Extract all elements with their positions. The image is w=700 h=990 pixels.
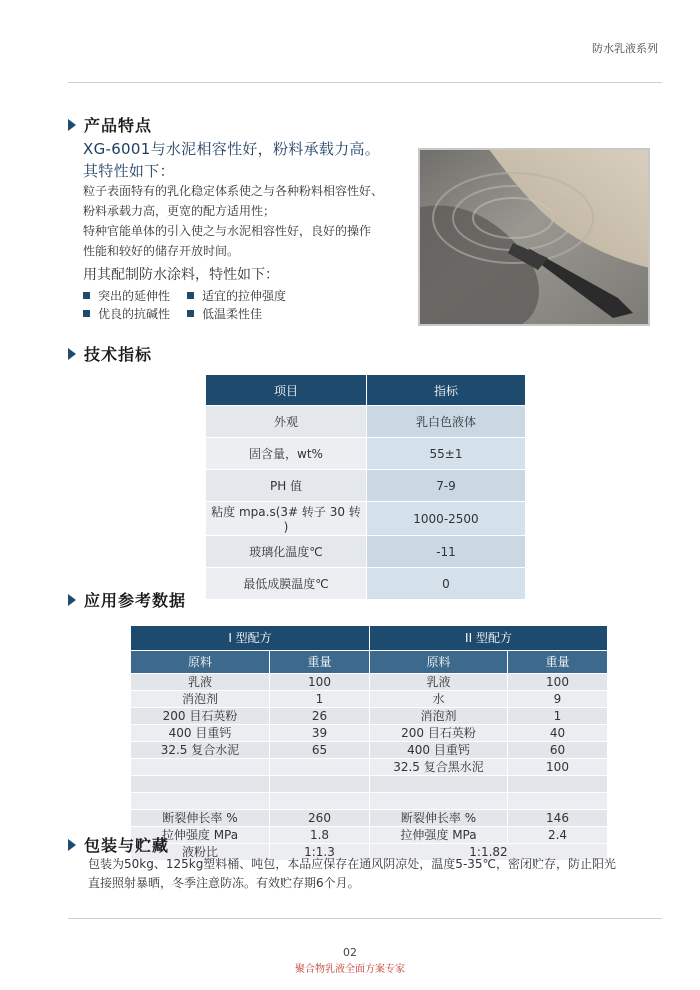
spec-item-cell: 固含量，wt% [206, 438, 367, 470]
weight-cell: 9 [508, 691, 608, 708]
table-row [131, 725, 608, 742]
table-row [131, 810, 608, 827]
material-cell [131, 759, 270, 776]
col-material-1: 原料 [131, 651, 270, 674]
weight-cell: 2.4 [508, 827, 608, 844]
features-subheading: 用其配制防水涂料，特性如下： [83, 267, 279, 283]
material-cell: 水 [370, 691, 508, 708]
application-table [130, 625, 608, 861]
weight-cell: 1 [508, 708, 608, 725]
col-material-2: 原料 [370, 651, 508, 674]
features-headline-1: XG-6001与水泥相容性好，粉料承载力高。 [83, 140, 381, 158]
table-row [131, 776, 608, 793]
table-row [206, 470, 526, 502]
specs-header-value: 指标 [367, 375, 526, 406]
table-row [131, 759, 608, 776]
table-row [131, 691, 608, 708]
material-cell: 400 目重钙 [370, 742, 508, 759]
material-cell: 消泡剂 [131, 691, 270, 708]
weight-cell: 1.8 [270, 827, 370, 844]
material-cell: 32.5 复合水泥 [131, 742, 270, 759]
ratio-value-1: 1:1.3 [270, 844, 370, 861]
weight-cell: 39 [270, 725, 370, 742]
material-cell: 200 目石英粉 [131, 708, 270, 725]
spec-item-cell: 外观 [206, 406, 367, 438]
spec-value-cell: 1000-2500 [367, 502, 526, 536]
application-table-body [131, 674, 608, 844]
spec-item-cell: PH 值 [206, 470, 367, 502]
features-paragraph [83, 181, 383, 261]
table-row [131, 742, 608, 759]
material-cell: 断裂伸长率 % [131, 810, 270, 827]
table-row [206, 406, 526, 438]
weight-cell [270, 776, 370, 793]
formula-group-1: I 型配方 [131, 626, 370, 651]
weight-cell: 60 [508, 742, 608, 759]
triangle-bullet-icon [68, 839, 76, 851]
spec-item-cell: 粘度 mpa.s(3# 转子 30 转 ) [206, 502, 367, 536]
packaging-title: 包装与贮藏 [84, 836, 170, 855]
feature-bullet [83, 305, 170, 322]
material-cell: 拉伸强度 MPa [370, 827, 508, 844]
feature-bullet-text: 低温柔性佳 [202, 307, 263, 321]
packaging-text: 包装为50kg、125kg塑料桶、吨包，本品应保存在通风阴凉处，温度5-35℃，密闭贮存，防止阳光直接照射暴晒，冬季注意防冻。有效贮存期6个月。 [88, 857, 617, 890]
weight-cell: 1 [270, 691, 370, 708]
table-row [131, 674, 608, 691]
footer-divider [68, 918, 662, 919]
weight-cell: 100 [508, 674, 608, 691]
weight-cell [508, 793, 608, 810]
application-group-row [131, 626, 608, 651]
header-divider [68, 82, 662, 83]
square-bullet-icon [187, 310, 194, 317]
material-cell: 断裂伸长率 % [370, 810, 508, 827]
features-para-line: 特种官能单体的引入使之与水泥相容性好，良好的操作 [83, 224, 372, 238]
application-section-heading [68, 588, 186, 611]
square-bullet-icon [83, 310, 90, 317]
features-headline-2: 其特性如下： [83, 162, 175, 180]
material-cell [131, 793, 270, 810]
feature-bullet-text: 优良的抗碱性 [98, 307, 171, 321]
ratio-label: 液粉比 [131, 844, 270, 861]
features-para-line: 性能和较好的储存开放时间。 [83, 244, 240, 258]
page-number: 02 [343, 946, 357, 959]
formula-group-2: II 型配方 [370, 626, 608, 651]
table-row [206, 502, 526, 536]
feature-bullet [187, 287, 286, 304]
spec-item-cell: 最低成膜温度℃ [206, 568, 367, 600]
col-weight-1: 重量 [270, 651, 370, 674]
feature-bullet [83, 287, 170, 304]
specs-header-item: 项目 [206, 375, 367, 406]
weight-cell: 26 [270, 708, 370, 725]
table-row [131, 793, 608, 810]
feature-bullet [187, 305, 262, 322]
weight-cell: 40 [508, 725, 608, 742]
triangle-bullet-icon [68, 348, 76, 360]
spec-value-cell: 乳白色液体 [367, 406, 526, 438]
features-para-line: 粉料承载力高，更宽的配方适用性； [83, 204, 276, 218]
spec-value-cell: 7-9 [367, 470, 526, 502]
ratio-value-2: 1:1.82 [370, 844, 608, 861]
triangle-bullet-icon [68, 119, 76, 131]
material-cell [370, 776, 508, 793]
table-row [206, 536, 526, 568]
footer-slogan: 聚合物乳液全面方案专家 [295, 964, 405, 975]
feature-bullet-text: 适宜的拉伸强度 [202, 289, 287, 303]
header-series-label: 防水乳液系列 [592, 42, 658, 55]
specs-title: 技术指标 [84, 345, 153, 364]
product-coating-photo [418, 148, 650, 326]
material-cell: 32.5 复合黑水泥 [370, 759, 508, 776]
table-row [206, 438, 526, 470]
spec-value-cell: 0 [367, 568, 526, 600]
table-row [131, 827, 608, 844]
application-title: 应用参考数据 [84, 591, 187, 610]
weight-cell: 100 [270, 674, 370, 691]
material-cell: 乳液 [370, 674, 508, 691]
weight-cell [270, 793, 370, 810]
spec-item-cell: 玻璃化温度℃ [206, 536, 367, 568]
material-cell: 消泡剂 [370, 708, 508, 725]
features-para-line: 粒子表面特有的乳化稳定体系使之与各种粉料相容性好、 [83, 184, 384, 198]
triangle-bullet-icon [68, 594, 76, 606]
square-bullet-icon [187, 292, 194, 299]
weight-cell [508, 776, 608, 793]
material-cell: 400 目重钙 [131, 725, 270, 742]
weight-cell: 100 [508, 759, 608, 776]
spec-value-cell: 55±1 [367, 438, 526, 470]
material-cell [370, 793, 508, 810]
spec-value-cell: -11 [367, 536, 526, 568]
specs-section-heading [68, 342, 152, 365]
features-section-heading [68, 113, 152, 136]
col-weight-2: 重量 [508, 651, 608, 674]
specs-table [205, 374, 526, 600]
weight-cell: 65 [270, 742, 370, 759]
material-cell [131, 776, 270, 793]
feature-bullet-text: 突出的延伸性 [98, 289, 171, 303]
table-row [206, 568, 526, 600]
table-row [131, 708, 608, 725]
weight-cell: 146 [508, 810, 608, 827]
features-title: 产品特点 [84, 116, 153, 135]
packaging-section-heading [68, 833, 169, 856]
square-bullet-icon [83, 292, 90, 299]
material-cell: 拉伸强度 MPa [131, 827, 270, 844]
weight-cell: 260 [270, 810, 370, 827]
material-cell: 乳液 [131, 674, 270, 691]
material-cell: 200 目石英粉 [370, 725, 508, 742]
application-subheader-row [131, 651, 608, 674]
specs-header-row [206, 375, 526, 406]
weight-cell [270, 759, 370, 776]
